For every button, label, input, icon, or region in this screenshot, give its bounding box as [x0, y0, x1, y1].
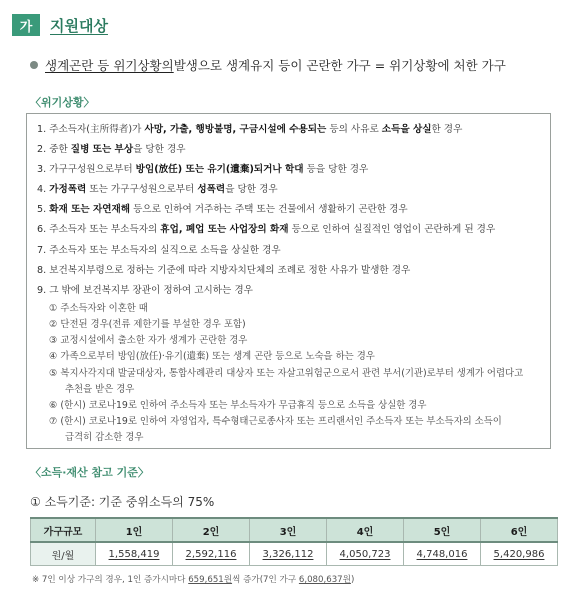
table-header-cell: 5인: [404, 518, 481, 542]
table-header-row: [31, 518, 558, 542]
table-row-label: 원/월: [31, 542, 96, 566]
income-standard: ① 소득기준: 기준 중위소득의 75%: [30, 495, 215, 509]
crisis-box: [26, 113, 551, 449]
crisis-subitem-5: ⑤ 복지사각지대 발굴대상자, 통합사례관리 대상자 또는 자살고위험군으로서 관련 부서(기관)로부터 생계가 어렵다고: [49, 367, 524, 379]
section-badge: 가: [12, 14, 40, 36]
table-cell: 3,326,112: [250, 542, 327, 566]
table-cell: 4,748,016: [404, 542, 481, 566]
crisis-item-2: 2. 중한 질병 또는 부상을 당한 경우: [37, 144, 186, 156]
crisis-subitem-3: ③ 교정시설에서 출소한 자가 생계가 곤란한 경우: [49, 335, 248, 347]
table-header-cell: 3인: [250, 518, 327, 542]
income-table: [30, 517, 558, 566]
crisis-item-3: 3. 가구구성원으로부터 방임(放任) 또는 유기(遺棄)되거나 학대 등을 당한 경우: [37, 164, 369, 176]
table-cell: 2,592,116: [173, 542, 250, 566]
crisis-item-9: 9. 그 밖에 보건복지부 장관이 정하여 고시하는 경우: [37, 284, 253, 296]
crisis-label: 〈위기상황〉: [30, 96, 95, 109]
crisis-item-5: 5. 화재 또는 자연재해 등으로 인하여 거주하는 주택 또는 건물에서 생활하기 곤란한 경우: [37, 204, 408, 216]
table-header-cell: 2인: [173, 518, 250, 542]
crisis-subitem-7: ⑦ (한시) 코로나19로 인하여 자영업자, 특수형태근로종사자 또는 프리랜서인 주소득자 또는 부소득자의 소득이: [49, 416, 502, 428]
bullet-icon: [30, 61, 38, 69]
crisis-item-4: 4. 가정폭력 또는 가구구성원으로부터 성폭력을 당한 경우: [37, 184, 278, 196]
table-cell: 4,050,723: [327, 542, 404, 566]
lead-rest: 발생으로 생계유지 등이 곤란한 가구 = 위기상황에 처한 가구: [173, 58, 506, 73]
lead-sentence: [30, 56, 506, 74]
footnote: ※ 7인 이상 가구의 경우, 1인 증가시마다 659,651원씩 증가(7인 가구 6,080,637원): [32, 575, 355, 585]
crisis-subitem-6: ⑥ (한시) 코로나19로 인하여 주소득자 또는 부소득자가 무급휴직 등으로 소득을 상실한 경우: [49, 400, 427, 412]
table-header-cell: 가구규모: [31, 518, 96, 542]
table-cell: 5,420,986: [481, 542, 558, 566]
table-header-cell: 4인: [327, 518, 404, 542]
crisis-subitem-1: ① 주소득자와 이혼한 때: [49, 302, 148, 314]
crisis-subitem-2: ② 단전된 경우(전류 제한기를 부설한 경우 포함): [49, 319, 246, 331]
table-header-cell: 1인: [96, 518, 173, 542]
crisis-subitem-4: ④ 가족으로부터 방임(放任)·유기(遺棄) 또는 생계 곤란 등으로 노숙을 하는 경우: [49, 351, 375, 363]
crisis-item-1: 1. 주소득자(主所得者)가 사망, 가출, 행방불명, 구금시설에 수용되는 등의 사유로 소득을 상실한 경우: [37, 124, 463, 135]
income-label: 〈소득·재산 참고 기준〉: [30, 466, 149, 479]
crisis-item-6: 6. 주소득자 또는 부소득자의 휴업, 폐업 또는 사업장의 화재 등으로 인하여 실질적인 영업이 곤란하게 된 경우: [37, 224, 496, 236]
crisis-subitem-7-cont: 급격히 감소한 경우: [65, 432, 144, 444]
crisis-subitem-5-cont: 추천을 받은 경우: [65, 383, 135, 395]
crisis-item-8: 8. 보건복지부령으로 정하는 기준에 따라 지방자치단체의 조례로 정한 사유가 발생한 경우: [37, 264, 411, 276]
table-cell: 1,558,419: [96, 542, 173, 566]
table-row: [31, 542, 558, 566]
crisis-item-7: 7. 주소득자 또는 부소득자의 실직으로 소득을 상실한 경우: [37, 244, 281, 256]
section-title: 지원대상: [50, 16, 108, 35]
lead-underlined: 생계곤란 등 위기상황의: [45, 58, 174, 73]
section-header: [12, 14, 108, 36]
table-header-cell: 6인: [481, 518, 558, 542]
